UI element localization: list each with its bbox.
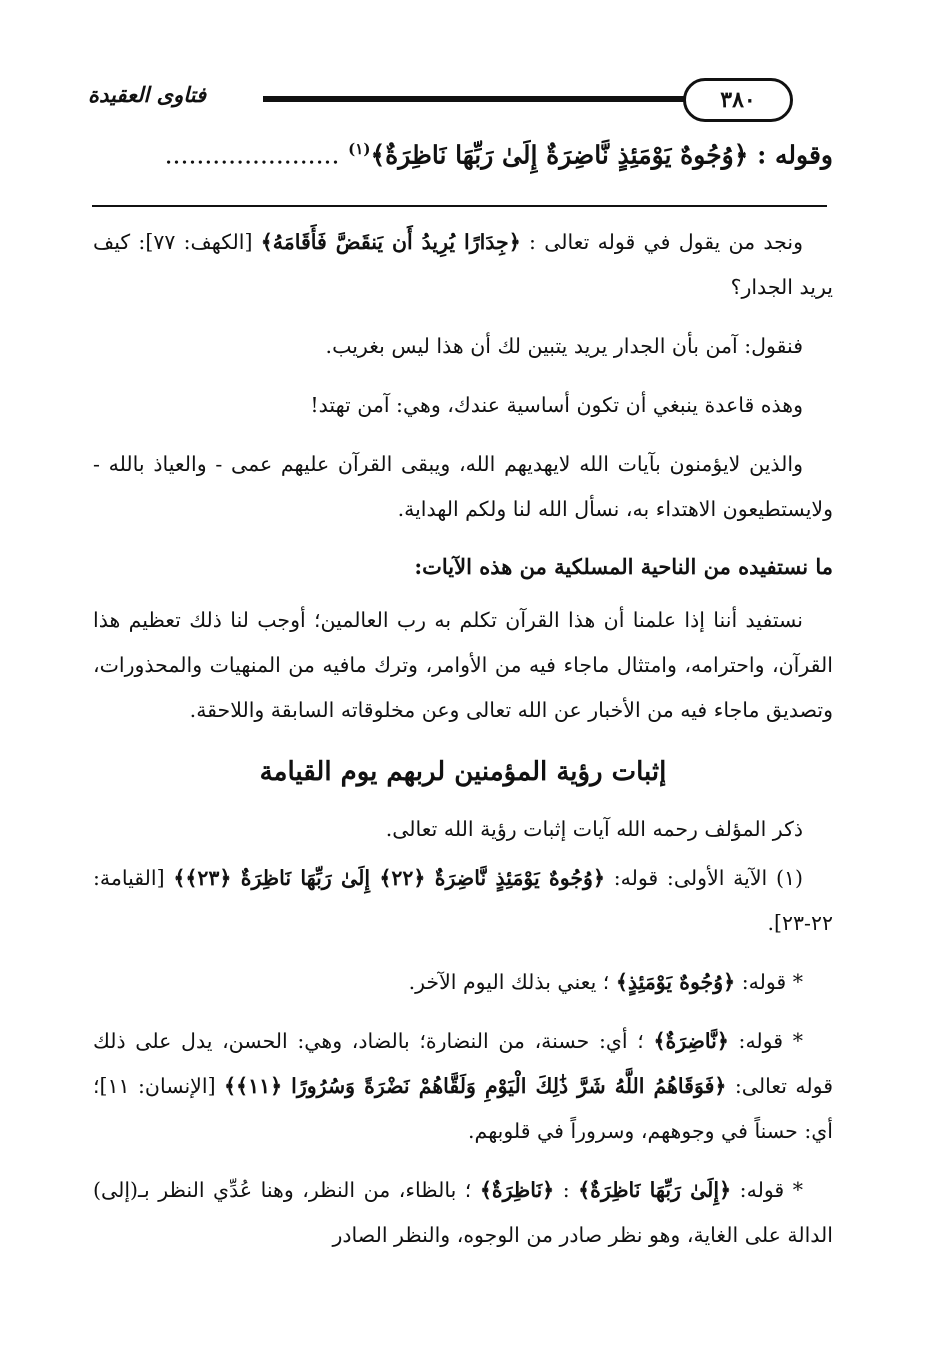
center-heading: إثبات رؤية المؤمنين لربهم يوم القيامة: [259, 757, 667, 787]
paragraph-1-text: ونجد من يقول في قوله تعالى :: [529, 230, 803, 254]
paragraph-10-verse-a: ﴿إِلَىٰ رَبِّهَا نَاظِرَةٌ﴾: [578, 1178, 732, 1202]
paragraph-10-text-a: * قوله:: [739, 1178, 803, 1202]
paragraph-7: [93, 856, 833, 946]
paragraph-8-text-b: ؛ يعني بذلك اليوم الآخر.: [408, 970, 610, 994]
paragraph-10: [93, 1168, 833, 1258]
header-rule: [263, 96, 688, 102]
paragraph-7-verse: ﴿وُجُوهٌ يَوْمَئِذٍ نَّاضِرَةٌ ﴿٢٢﴾ إِلَىٰ رَبِّهَا نَاظِرَةٌ ﴿٢٣﴾﴾: [173, 866, 605, 890]
paragraph-9: [93, 1019, 833, 1154]
paragraph-6: ذكر المؤلف رحمه الله آيات إثبات رؤية الله تعالى.: [385, 817, 803, 841]
paragraph-10-verse-b: ﴿نَاظِرَةٌ﴾: [479, 1178, 555, 1202]
paragraph-9-verse-b: ﴿فَوَقَاهُمُ اللَّهُ شَرَّ ذَٰلِكَ الْيَوْمِ وَلَقَّاهُمْ نَضْرَةً وَسُرُورًا ﴿١١﴾﴾: [224, 1074, 727, 1098]
paragraph-9-verse-a: ﴿نَّاضِرَةٌ﴾: [653, 1029, 729, 1053]
paragraph-1: [93, 220, 833, 310]
paragraph-3: وهذه قاعدة ينبغي أن تكون أساسية عندك، وهي: آمن تهتد!: [310, 393, 803, 417]
paragraph-5: نستفيد أننا إذا علمنا أن هذا القرآن تكلم به رب العالمين؛ أوجب لنا ذلك تعظيم هذا القرآن، واحترامه، وامتثال ماجاء فيه من الأوامر، وترك مافيه من المنهيات والمحذورات، وتصديق ماجاء فيه من الأخبار عن الله تعالى وعن مخلوقاته السابقة واللاحقة.: [93, 608, 833, 722]
footnote-marker: (١): [348, 140, 371, 158]
section-heading-dots: ......................: [164, 140, 340, 170]
running-header: [88, 78, 833, 122]
paragraph-1-verse: ﴿جِدَارًا يُرِيدُ أَن يَنقَضَّ فَأَقَامَهُ﴾: [260, 230, 521, 254]
paragraph-2: فنقول: آمن بأن الجدار يريد يتبين لك أن هذا ليس بغريب.: [325, 334, 803, 358]
section-heading-verse: ﴿وُجُوهٌ يَوْمَئِذٍ نَّاضِرَةٌ إِلَىٰ رَبِّهَا نَاظِرَةٌ﴾: [370, 140, 749, 170]
book-title: فتاوى العقيدة: [88, 82, 207, 107]
paragraph-8-text-a: * قوله:: [741, 970, 803, 994]
page-body: [93, 220, 833, 1272]
paragraph-7-ref: [القيامة: ٢٢-٢٣].: [93, 866, 833, 935]
paragraph-7-text: (١) الآية الأولى: قوله:: [613, 866, 803, 890]
paragraph-10-text-b: :: [562, 1178, 570, 1202]
paragraph-8-verse: ﴿وُجُوهٌ يَوْمَئِذٍ﴾: [615, 970, 736, 994]
paragraph-1-ref: [الكهف: ٧٧]: كيف يريد الجدار؟: [93, 230, 833, 299]
section-heading: [93, 140, 833, 169]
paragraph-10-text-c: ؛ بالظاء، من النظر، وهنا عُدِّي النظر بـ(إلى) الدالة على الغاية، وهو نظر صادر من الوجوه، والنظر الصادر: [93, 1178, 833, 1247]
heading-rule: [92, 205, 827, 207]
paragraph-9-text-b: ؛ أي: حسنة، من النضارة؛ بالضاد، وهي: الحسن، يدل على ذلك قوله تعالى:: [93, 1029, 833, 1098]
subheading: ما نستفيده من الناحية المسلكية من هذه الآيات:: [414, 554, 833, 579]
paragraph-4: والذين لايؤمنون بآيات الله لايهديهم الله، ويبقى القرآن عليهم عمى - والعياذ بالله - ولايستطيعون الاهتداء به، نسأل الله لنا ولكم الهداية.: [93, 452, 833, 521]
page-number: ٣٨٠: [683, 78, 793, 122]
paragraph-8: [93, 960, 833, 1005]
paragraph-9-text-a: * قوله:: [738, 1029, 803, 1053]
section-heading-label: وقوله :: [757, 140, 833, 170]
paragraph-9-text-c: [الإنسان: ١١]؛ أي: حسناً في وجوههم، وسروراً في قلوبهم.: [93, 1074, 833, 1143]
